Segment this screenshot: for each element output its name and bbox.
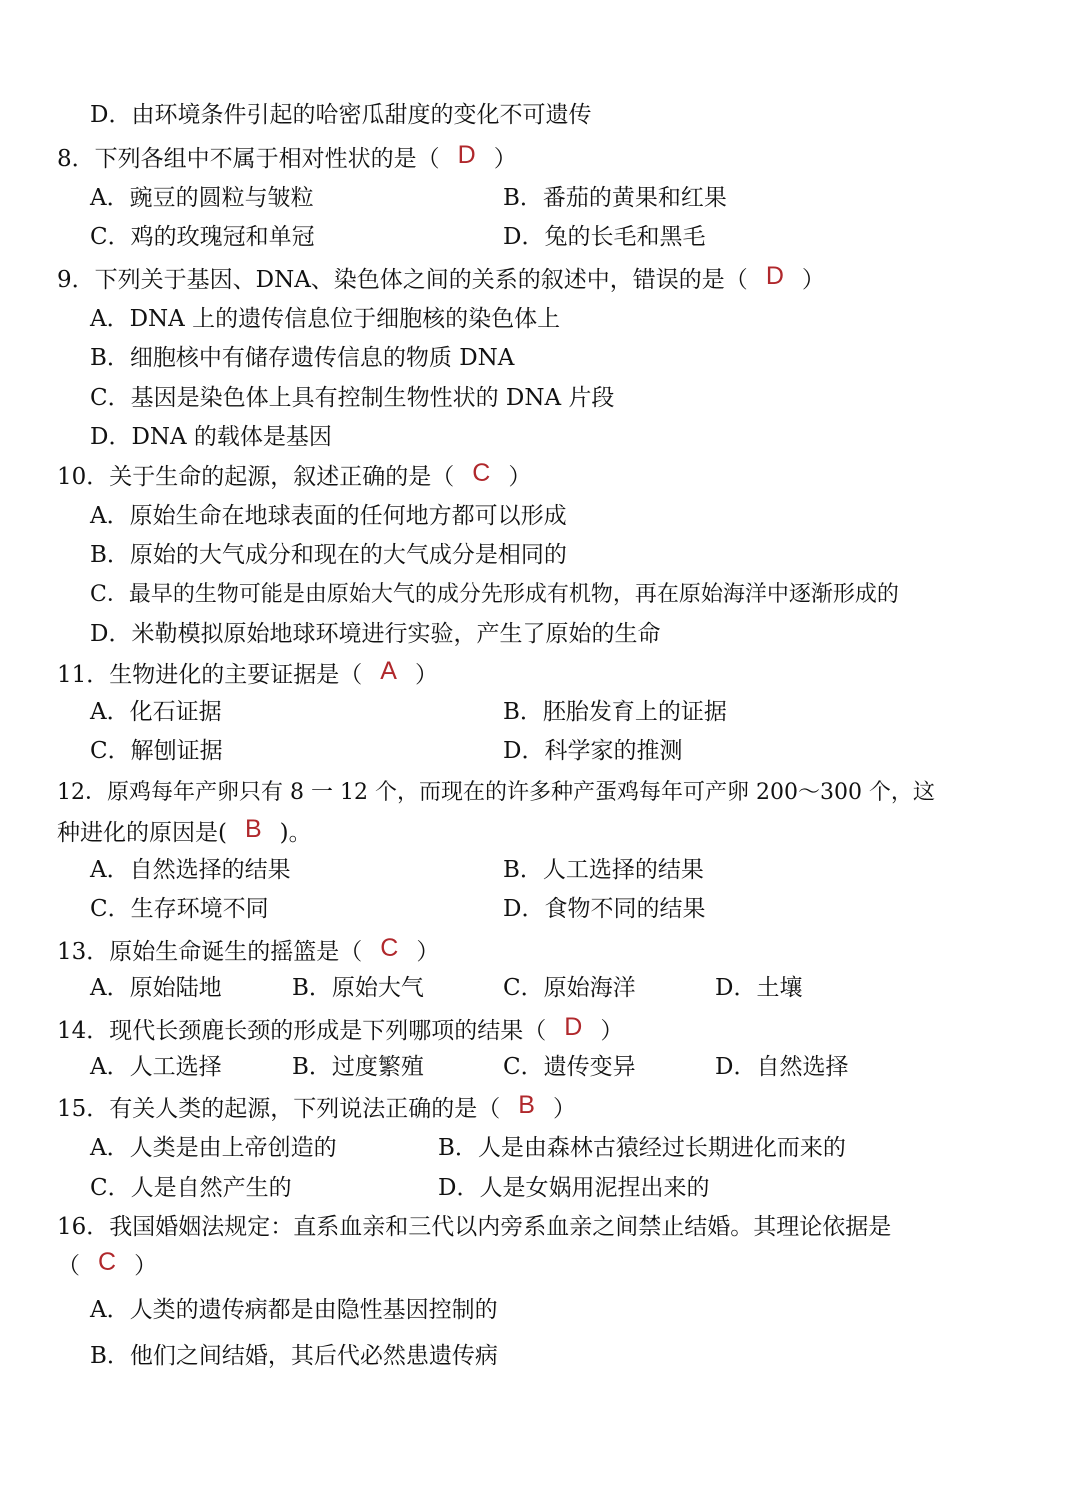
q8-option-c: C．鸡的玫瑰冠和单冠 <box>90 224 315 250</box>
q14-stem <box>57 1015 623 1045</box>
q15-answer: B <box>518 1091 535 1119</box>
q16-open: （ <box>57 1253 80 1279</box>
q15-close: ） <box>552 1096 576 1122</box>
q14-close: ） <box>600 1018 624 1044</box>
q7-option-d: D．由环境条件引起的哈密瓜甜度的变化不可遗传 <box>90 102 592 128</box>
q13-option-b: B．原始大气 <box>292 975 424 1001</box>
q12-stem-line1: 12．原鸡每年产卵只有 8 一 12 个，而现在的许多种产蛋鸡每年可产卵 200～300 个，这 <box>57 780 935 805</box>
q10-option-c: C．最早的生物可能是由原始大气的成分先形成有机物，再在原始海洋中逐渐形成的 <box>90 582 899 607</box>
q13-close: ） <box>416 939 440 965</box>
q15-option-b: B．人是由森林古猿经过长期进化而来的 <box>438 1135 846 1161</box>
q8-stem-text: 8．下列各组中不属于相对性状的是（ <box>57 146 440 172</box>
q13-option-c: C．原始海洋 <box>503 975 636 1001</box>
q9-close: ） <box>801 267 825 293</box>
q12-close: )。 <box>279 820 312 846</box>
q11-close: ） <box>414 662 438 688</box>
q9-stem-text: 9．下列关于基因、DNA、染色体之间的关系的叙述中，错误的是（ <box>57 267 748 293</box>
q8-option-b: B．番茄的黄果和红果 <box>503 185 727 211</box>
q13-option-a: A．原始陆地 <box>90 975 222 1001</box>
q15-option-d: D．人是女娲用泥捏出来的 <box>438 1175 710 1201</box>
q8-close: ） <box>493 146 517 172</box>
q14-stem-text: 14．现代长颈鹿长颈的形成是下列哪项的结果（ <box>57 1018 547 1044</box>
q12-stem-text: 种进化的原因是( <box>57 820 227 846</box>
q14-option-c: C．遗传变异 <box>503 1054 636 1080</box>
q11-stem <box>57 659 438 689</box>
q16-answer: C <box>98 1248 117 1276</box>
q11-stem-text: 11．生物进化的主要证据是（ <box>57 662 363 688</box>
q15-stem <box>57 1093 576 1123</box>
q16-option-a: A．人类的遗传病都是由隐性基因控制的 <box>90 1297 498 1323</box>
q13-answer: C <box>380 934 399 962</box>
q12-option-a: A．自然选择的结果 <box>90 857 291 883</box>
q16-close: ） <box>134 1253 158 1279</box>
q9-option-d: D．DNA 的载体是基因 <box>90 424 332 450</box>
q10-close: ） <box>508 464 532 490</box>
q12-option-b: B．人工选择的结果 <box>503 857 704 883</box>
q12-option-d: D．食物不同的结果 <box>503 896 706 922</box>
q15-option-c: C．人是自然产生的 <box>90 1175 292 1201</box>
q14-option-b: B．过度繁殖 <box>292 1054 424 1080</box>
q13-option-d: D．土壤 <box>715 975 803 1001</box>
q9-answer: D <box>765 262 784 290</box>
q8-option-a: A．豌豆的圆粒与皱粒 <box>90 185 314 211</box>
q14-option-a: A．人工选择 <box>90 1054 222 1080</box>
q12-stem-line2 <box>57 817 312 847</box>
q12-option-c: C．生存环境不同 <box>90 896 269 922</box>
q15-stem-text: 15．有关人类的起源，下列说法正确的是（ <box>57 1096 501 1122</box>
q16-stem-line2 <box>57 1250 157 1280</box>
q10-option-a: A．原始生命在地球表面的任何地方都可以形成 <box>90 503 567 529</box>
q10-answer: C <box>472 459 491 487</box>
q11-answer: A <box>380 657 397 685</box>
q8-answer: D <box>457 141 476 169</box>
q12-answer: B <box>244 815 262 843</box>
q9-option-c: C．基因是染色体上具有控制生物性状的 DNA 片段 <box>90 385 615 411</box>
q9-option-a: A．DNA 上的遗传信息位于细胞核的染色体上 <box>90 306 561 332</box>
q16-option-b: B．他们之间结婚，其后代必然患遗传病 <box>90 1343 498 1369</box>
q11-option-a: A．化石证据 <box>90 699 222 725</box>
q11-option-b: B．胚胎发育上的证据 <box>503 699 727 725</box>
q14-answer: D <box>564 1013 583 1041</box>
q10-stem-text: 10．关于生命的起源，叙述正确的是（ <box>57 464 455 490</box>
q9-option-b: B．细胞核中有储存遗传信息的物质 DNA <box>90 345 515 371</box>
q13-stem-text: 13．原始生命诞生的摇篮是（ <box>57 939 363 965</box>
q15-option-a: A．人类是由上帝创造的 <box>90 1135 337 1161</box>
q16-stem-line1: 16．我国婚姻法规定：直系血亲和三代以内旁系血亲之间禁止结婚。其理论依据是 <box>57 1214 892 1240</box>
q9-stem <box>57 264 825 294</box>
q10-option-d: D．米勒模拟原始地球环境进行实验，产生了原始的生命 <box>90 621 661 647</box>
q11-option-d: D．科学家的推测 <box>503 738 683 764</box>
q13-stem <box>57 936 439 966</box>
q14-option-d: D．自然选择 <box>715 1054 849 1080</box>
q8-stem <box>57 143 517 173</box>
q8-option-d: D．兔的长毛和黑毛 <box>503 224 706 250</box>
q10-stem <box>57 461 531 491</box>
q11-option-c: C．解刨证据 <box>90 738 223 764</box>
q10-option-b: B．原始的大气成分和现在的大气成分是相同的 <box>90 542 567 568</box>
